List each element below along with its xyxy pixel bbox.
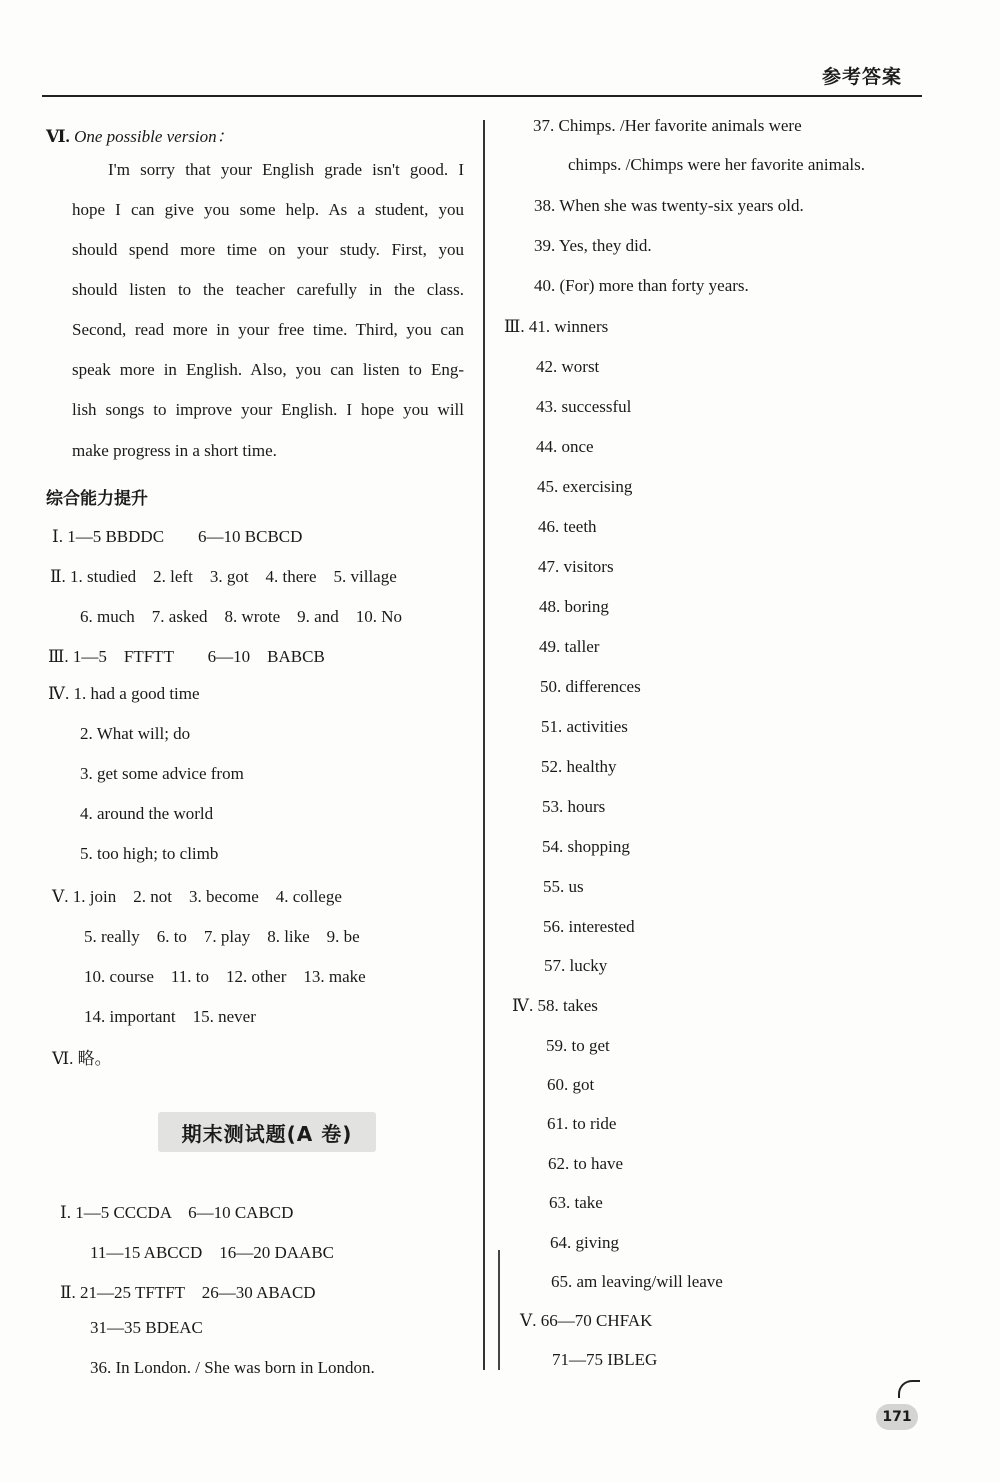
answer-line: 63. take	[549, 1193, 603, 1212]
answer-line: 53. hours	[542, 797, 606, 816]
column-divider-lower	[498, 1250, 500, 1370]
column-divider	[483, 120, 485, 1370]
answer-line: 61. to ride	[547, 1114, 617, 1133]
answer-line: 59. to get	[546, 1036, 610, 1055]
answer-line: 52. healthy	[541, 757, 617, 776]
section-vi-heading	[46, 122, 234, 147]
answer-line: 54. shopping	[542, 837, 630, 856]
answer-line: 65. am leaving/will leave	[551, 1272, 723, 1291]
running-header: 参考答案	[821, 66, 902, 88]
answer-line: 71—75 IBLEG	[552, 1350, 658, 1369]
answer-line: 6. much 7. asked 8. wrote 9. and 10. No	[80, 607, 403, 626]
essay-line: lish songs to improve your English. I hope you will	[72, 400, 464, 419]
section-heading: 综合能力提升	[46, 489, 148, 509]
essay-line: should listen to the teacher carefully in the class.	[72, 280, 464, 299]
answer-line: 50. differences	[540, 677, 641, 696]
answer-line: 2. What will; do	[80, 724, 191, 743]
answer-line: 4. around the world	[80, 804, 214, 823]
answer-line: Ⅵ. 略。	[52, 1049, 112, 1068]
answer-line: 10. course 11. to 12. other 13. make	[84, 967, 366, 986]
answer-line: 56. interested	[543, 917, 635, 936]
answer-line: 14. important 15. never	[84, 1007, 256, 1026]
answer-line: 64. giving	[550, 1233, 619, 1252]
answer-line: 43. successful	[536, 397, 632, 416]
answer-line: 37. Chimps. /Her favorite animals were	[533, 116, 802, 135]
answer-line: 51. activities	[541, 717, 628, 736]
essay-line: hope I can give you some help. As a student, you	[72, 200, 464, 219]
page-corner-mark	[898, 1380, 920, 1398]
page-number: 171	[876, 1404, 918, 1430]
answer-line: 48. boring	[539, 597, 609, 616]
answer-line: Ⅴ. 1. join 2. not 3. become 4. college	[52, 887, 342, 906]
answer-line: 39. Yes, they did.	[534, 236, 652, 255]
answer-line: 44. once	[536, 437, 594, 456]
answer-line: 46. teeth	[538, 517, 597, 536]
exam-answer-line: Ⅰ. 1—5 CCCDA 6—10 CABCD	[60, 1203, 294, 1222]
answer-line: Ⅴ. 66—70 CHFAK	[520, 1311, 653, 1330]
answer-line: 49. taller	[539, 637, 600, 656]
answer-line: 62. to have	[548, 1154, 624, 1173]
essay-line: should spend more time on your study. First, you	[72, 240, 464, 259]
answer-line: 55. us	[543, 877, 584, 896]
answer-line: 5. really 6. to 7. play 8. like 9. be	[84, 927, 360, 946]
section-label: Ⅵ.	[46, 127, 70, 146]
answer-line: Ⅲ. 41. winners	[504, 317, 609, 336]
answer-line: Ⅳ. 1. had a good time	[48, 684, 200, 703]
exam-answer-line: Ⅱ. 21—25 TFTFT 26—30 ABACD	[60, 1283, 316, 1302]
answer-line: 3. get some advice from	[80, 764, 244, 783]
exam-answer-line: 36. In London. / She was born in London.	[90, 1358, 375, 1377]
answer-line: 57. lucky	[544, 956, 608, 975]
essay-line: speak more in English. Also, you can listen to Eng-	[72, 360, 464, 379]
answer-line: chimps. /Chimps were her favorite animals.	[568, 155, 865, 174]
section-intro: One possible version：	[74, 127, 234, 146]
answer-line: 38. When she was twenty-six years old.	[534, 196, 804, 215]
answer-line: 40. (For) more than forty years.	[534, 276, 749, 295]
answer-line: Ⅳ. 58. takes	[512, 996, 598, 1015]
answer-line: Ⅰ. 1—5 BBDDC 6—10 BCBCD	[52, 527, 303, 546]
exam-answer-line: 31—35 BDEAC	[90, 1318, 203, 1337]
answer-line: Ⅱ. 1. studied 2. left 3. got 4. there 5. village	[50, 567, 397, 586]
essay-line: I'm sorry that your English grade isn't good. I	[108, 160, 464, 179]
essay-line: Second, read more in your free time. Third, you can	[72, 320, 464, 339]
answer-line: 5. too high; to climb	[80, 844, 219, 863]
answer-line: 45. exercising	[537, 477, 633, 496]
exam-title-banner	[158, 1112, 376, 1152]
header-divider	[42, 95, 922, 97]
answer-line: 47. visitors	[538, 557, 614, 576]
answer-line: 60. got	[547, 1075, 595, 1094]
essay-line: make progress in a short time.	[72, 441, 277, 460]
answer-line: Ⅲ. 1—5 FTFTT 6—10 BABCB	[48, 647, 325, 666]
answer-line: 42. worst	[536, 357, 600, 376]
exam-answer-line: 11—15 ABCCD 16—20 DAABC	[90, 1243, 335, 1262]
exam-title: 期末测试题(A 卷)	[181, 1121, 353, 1146]
